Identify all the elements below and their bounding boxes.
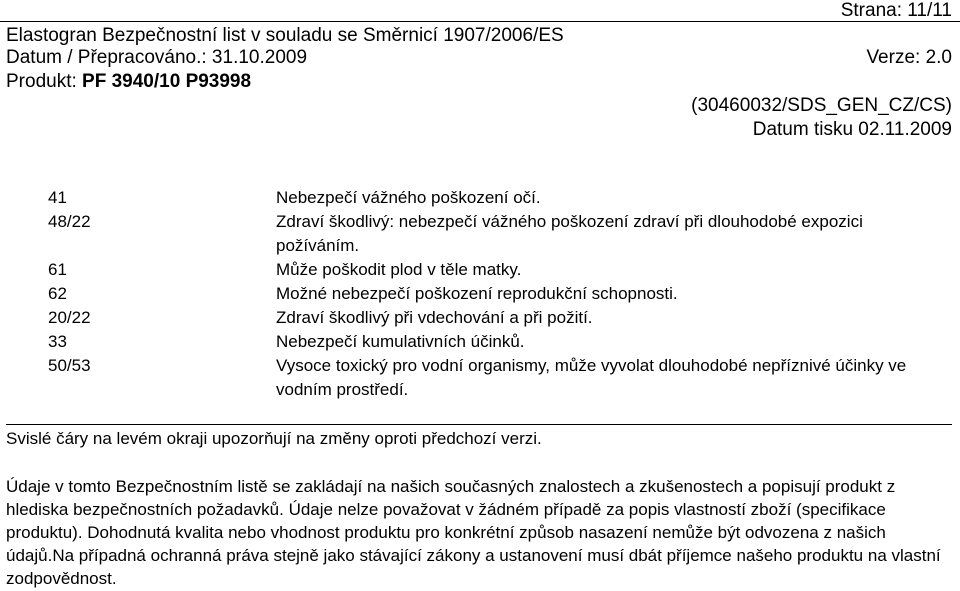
page-number: Strana: 11/11 (840, 0, 952, 21)
header-top-rule (0, 21, 960, 22)
list-item (0, 186, 960, 210)
product-label: Produkt: (6, 71, 77, 92)
version: Verze: 2.0 (866, 47, 952, 68)
phrase-code: 62 (48, 284, 67, 303)
phrase-code: 48/22 (48, 212, 91, 231)
list-item (0, 330, 960, 354)
document-title: Elastogran Bezpečnostní list v souladu se Směrnicí 1907/2006/ES (6, 25, 564, 46)
list-item (0, 282, 960, 306)
phrase-text: Zdraví škodlivý při vdechování a při požití. (276, 308, 593, 327)
risk-phrase-list (0, 186, 960, 402)
product-name: PF 3940/10 P93998 (82, 71, 252, 92)
list-item (0, 258, 960, 282)
phrase-text: Vysoce toxický pro vodní organismy, může vyvolat dlouhodobé nepříznivé účinky ve vodním prostředí. (276, 356, 907, 399)
product-line (6, 71, 251, 93)
phrase-text: Možné nebezpečí poškození reprodukční schopnosti. (276, 284, 678, 303)
change-note: Svislé čáry na levém okraji upozorňují na změny oproti předchozí verzi. (6, 429, 542, 448)
print-date: Datum tisku 02.11.2009 (752, 119, 952, 140)
list-item (0, 210, 960, 258)
phrase-code: 50/53 (48, 356, 91, 375)
phrase-code: 20/22 (48, 308, 91, 327)
phrase-code: 41 (48, 188, 67, 207)
revision-date: Datum / Přepracováno.: 31.10.2009 (6, 47, 308, 68)
phrase-text: Nebezpečí vážného poškození očí. (276, 188, 541, 207)
disclaimer-paragraph: Údaje v tomto Bezpečnostním listě se zakládají na našich současných znalostech a zkušenostech a popisují produkt z hlediska bezpečnostních požadavků. Údaje nelze považovat v žádném případě za popis vlastností zboží (specifikace produktu). Dohodnutá kvalita nebo vhodnost produktu pro konkrétní způsob nasazení nemůže být odvozena z našich údajů.Na případná ochranná práva stejně jako stávající zákony a ustanovení musí dbát příjemce našeho produktu na vlastní zodpovědnost. (6, 477, 941, 588)
phrase-text: Zdraví škodlivý: nebezpečí vážného poškození zdraví při dlouhodobé expozici požíváním. (276, 212, 863, 255)
phrase-text: Nebezpečí kumulativních účinků. (276, 332, 525, 351)
phrase-code: 33 (48, 332, 67, 351)
phrase-text: Může poškodit plod v těle matky. (276, 260, 522, 279)
document-code: (30460032/SDS_GEN_CZ/CS) (691, 95, 952, 116)
list-item (0, 354, 960, 402)
phrase-code: 61 (48, 260, 67, 279)
list-item (0, 306, 960, 330)
section-rule (6, 424, 952, 425)
